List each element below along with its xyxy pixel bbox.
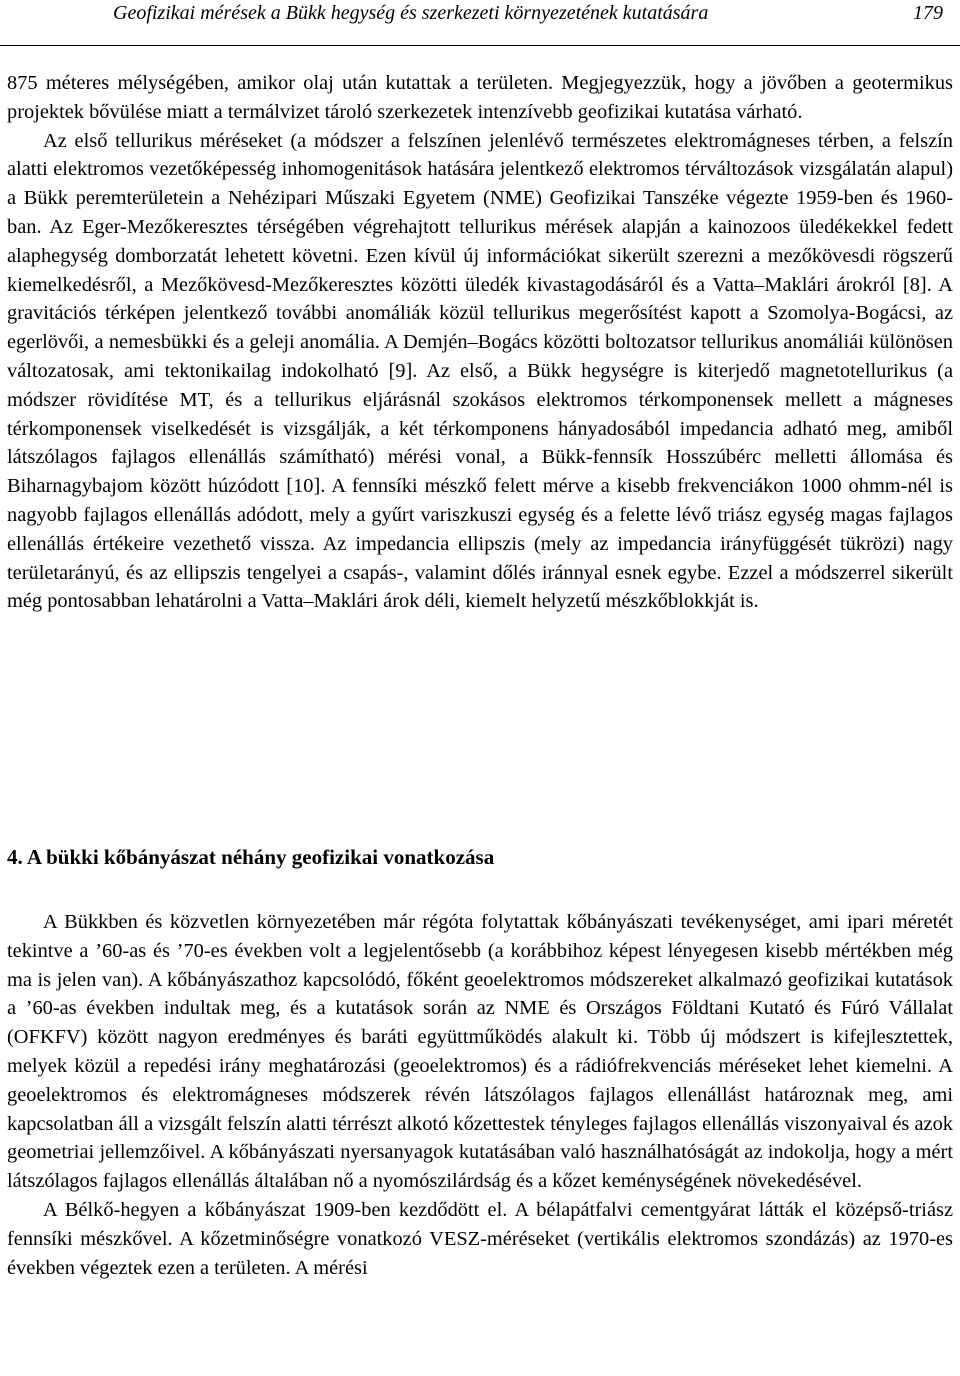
paragraph-continuation: 875 méteres mélységében, amikor olaj után kutattak a területen. Megjegyezzük, hogy a jövőben a geotermikus projektek bővülése miatt a termálvizet tároló szerkezetek intenzívebb geofizikai kutatása várható. <box>7 72 953 123</box>
header-title: Geofizikai mérések a Bükk hegység és szerkezeti környezetének kutatására <box>113 2 709 24</box>
running-header <box>0 0 960 46</box>
paragraph-quarrying: A Bükkben és közvetlen környezetében már régóta folytattak kőbányászati tevékenységet, ami ipari méretét tekintve a ’60-as és ’70-es években volt a legjelentősebb (a korábbihoz képest lényegesen kisebb mértékben még ma is jelen van). A kőbányászathoz kapcsolódó, főként geoelektromos módszereket alkalmazó geofizikai kutatások a ’60-as években indultak meg, és a kutatások során az NME és Országos Földtani Kutató és Fúró Vállalat (OFKFV) között nagyon eredményes és baráti együttműködés alakult ki. Több új módszert is kifejlesztettek, melyek közül a repedési irány meghatározási (geoelektromos) és a rádiófrekvenciás méréseket lehet kiemelni. A geoelektromos és elektromágneses módszerek révén látszólagos fajlagos ellenállást határoznak meg, ami kapcsolatban áll a vizsgált felszín alatti térrészt alkotó kőzettestek tényleges fajlagos ellenállás viszonyaival és azok geometriai jellemzőivel. A kőbányászati nyersanyagok kutatásában való használhatóságát az indokolja, hogy a mért látszólagos fajlagos ellenállás általában nő a nyomószilárdság és a kőzet keménységének növekedésével. <box>7 911 953 1193</box>
paragraph-tellurics: Az első tellurikus méréseket (a módszer a felszínen jelenlévő természetes elektromágneses térben, a felszín alatti elektromos vezetőképesség inhomogenitások hatására jelentkező elektromos térváltozások vizsgálatán alapul) a Bükk peremterületein a Nehézipari Műszaki Egyetem (NME) Geofizikai Tanszéke végezte 1959-ben és 1960-ban. Az Eger-Mezőkeresztes térségében végrehajtott tellurikus mérések alapján a kainozoos üledékekkel fedett alaphegység domborzatát lehetett követni. Ezen kívül új információkat sikerült szerezni a mezőkövesdi rögszerű kiemelkedésről, a Mezőkövesd-Mezőkeresztes közötti üledék kivastagodásáról és a Vatta–Maklári árokról [8]. A gravitációs térképen jelentkező további anomáliák közül tellurikus megerősítést kapott a Szomolya-Bogácsi, az egerlövői, a nemesbükki és a geleji anomália. A Demjén–Bogács közötti boltozatsor tellurikus anomáliái különösen változatosak, ami tektonikailag indokolható [9]. Az első, a Bükk hegységre is kiterjedő magnetotellurikus (a módszer rövidítése MT, és a tellurikus eljárásnál szokásos elektromos térkomponensek mellett a mágneses térkomponensek viselkedését is vizsgálják, a két térkomponens hányadosából impedancia adható meg, amiből látszólagos fajlagos ellenállás számítható) mérési vonal, a Bükk-fennsík Hosszúbérc melletti állomása és Biharnagybajom között húzódott [10]. A fennsíki mészkő felett mérve a kisebb frekvenciákon 1000 ohmm-nél is nagyobb fajlagos ellenállás adódott, mely a gyűrt variszkuszi egység és a felette lévő triász egység magas fajlagos ellenállás értékeire vezethető vissza. Az impedancia ellipszis (mely az impedancia irányfüggését tükrözi) nagy területarányú, és az ellipszis tengelyei a csapás-, valamint dőlés iránnyal esnek egybe. Ezzel a módszerrel sikerült még pontosabban lehatárolni a Vatta–Maklári árok déli, kiemelt helyzetű mészkőblokkját is. <box>7 129 953 613</box>
body-text-bottom <box>7 908 953 1282</box>
paragraph-belko: A Bélkő-hegyen a kőbányászat 1909-ben kezdődött el. A bélapátfalvi cementgyárat látták el középső-triász fennsíki mészkővel. A kőzetminőségre vonatkozó VESZ-méréseket (vertikális elektromos szondázás) az 1970-es években végeztek ezen a területen. A mérési <box>7 1198 953 1279</box>
section-heading: 4. A bükki kőbányászat néhány geofizikai vonatkozása <box>7 845 495 869</box>
page-number: 179 <box>913 2 943 24</box>
body-text-top <box>7 69 953 616</box>
